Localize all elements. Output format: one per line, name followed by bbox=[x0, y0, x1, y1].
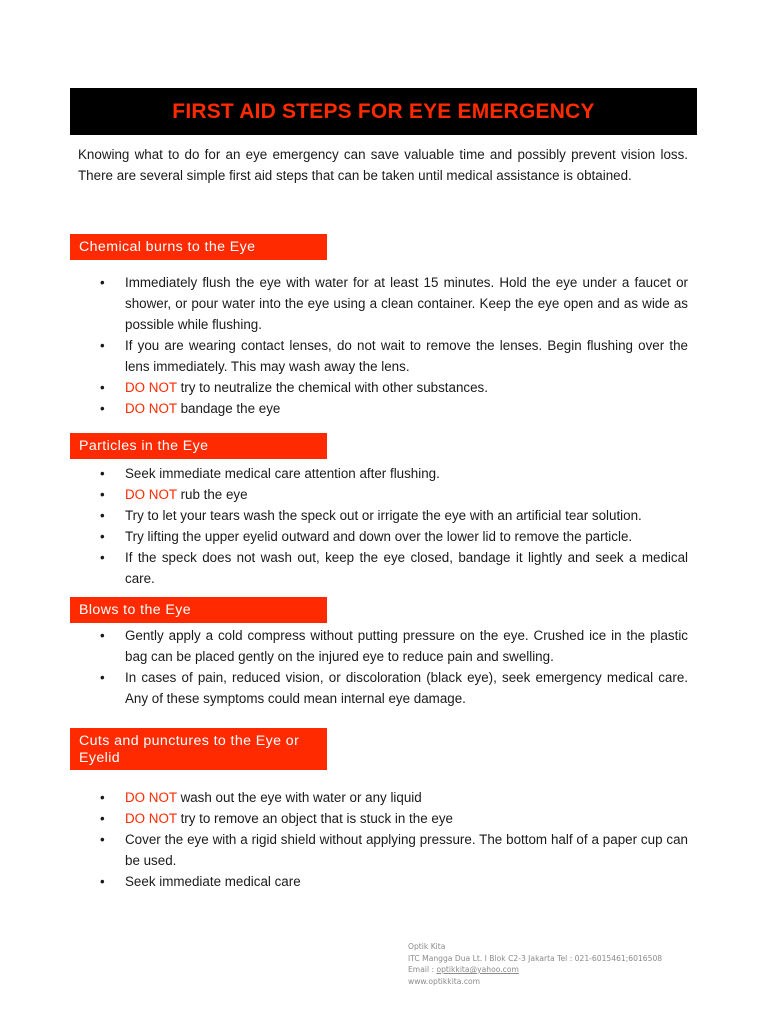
do-not-label: DO NOT bbox=[125, 380, 177, 395]
bullet-icon: • bbox=[100, 874, 105, 889]
section-heading-chemical-burns: Chemical burns to the Eye bbox=[70, 234, 327, 260]
bullet-icon: • bbox=[100, 628, 105, 643]
list-item-text: Cover the eye with a rigid shield without applying pressure. The bottom half of a paper cup can be used. bbox=[125, 832, 688, 868]
list-item bbox=[78, 625, 688, 667]
list-item bbox=[78, 808, 688, 829]
list-item bbox=[78, 787, 688, 808]
bullet-icon: • bbox=[100, 275, 105, 290]
footer-email-link[interactable]: optikkita@yahoo.com bbox=[436, 965, 519, 974]
list-item-text: Try to let your tears wash the speck out or irrigate the eye with an artificial tear solution. bbox=[125, 508, 642, 523]
list-item bbox=[78, 526, 688, 547]
footer-email-line bbox=[408, 964, 662, 976]
list-item-text: If the speck does not wash out, keep the eye closed, bandage it lightly and seek a medical care. bbox=[125, 550, 688, 586]
section-heading-blows: Blows to the Eye bbox=[70, 597, 327, 623]
bullet-list-particles bbox=[78, 463, 688, 589]
footer-email-label: Email : bbox=[408, 965, 437, 974]
list-item-text: In cases of pain, reduced vision, or discoloration (black eye), seek emergency medical care. Any of these symptoms could mean internal eye damage. bbox=[125, 670, 688, 706]
bullet-list-chemical-burns bbox=[78, 272, 688, 419]
bullet-list-cuts-punctures bbox=[78, 787, 688, 892]
footer bbox=[408, 941, 662, 987]
list-item bbox=[78, 398, 688, 419]
list-item-text: If you are wearing contact lenses, do not wait to remove the lenses. Begin flushing over the lens immediately. This may wash away the lens. bbox=[125, 338, 688, 374]
bullet-icon: • bbox=[100, 832, 105, 847]
list-item bbox=[78, 871, 688, 892]
bullet-icon: • bbox=[100, 338, 105, 353]
title-bar bbox=[70, 88, 697, 135]
list-item-text: wash out the eye with water or any liquid bbox=[176, 790, 422, 805]
bullet-icon: • bbox=[100, 401, 105, 416]
list-item-text: Gently apply a cold compress without putting pressure on the eye. Crushed ice in the plastic bag can be placed gently on the injured eye to reduce pain and swelling. bbox=[125, 628, 688, 664]
list-item bbox=[78, 829, 688, 871]
list-item bbox=[78, 547, 688, 589]
page-title: FIRST AID STEPS FOR EYE EMERGENCY bbox=[172, 99, 595, 123]
do-not-label: DO NOT bbox=[125, 811, 177, 826]
list-item bbox=[78, 505, 688, 526]
bullet-icon: • bbox=[100, 466, 105, 481]
do-not-label: DO NOT bbox=[125, 401, 177, 416]
bullet-icon: • bbox=[100, 790, 105, 805]
bullet-icon: • bbox=[100, 529, 105, 544]
footer-address: ITC Mangga Dua Lt. I Blok C2-3 Jakarta Tel : 021-6015461;6016508 bbox=[408, 953, 663, 963]
bullet-icon: • bbox=[100, 550, 105, 565]
section-heading-cuts-punctures: Cuts and punctures to the Eye or Eyelid bbox=[70, 728, 327, 770]
list-item bbox=[78, 667, 688, 709]
do-not-label: DO NOT bbox=[125, 790, 177, 805]
bullet-icon: • bbox=[100, 508, 105, 523]
bullet-icon: • bbox=[100, 487, 105, 502]
footer-website-link[interactable]: www.optikkita.com bbox=[408, 976, 481, 986]
list-item bbox=[78, 377, 688, 398]
list-item-text: Try lifting the upper eyelid outward and down over the lower lid to remove the particle. bbox=[125, 529, 633, 544]
list-item-text: Seek immediate medical care bbox=[125, 874, 301, 889]
list-item bbox=[78, 463, 688, 484]
do-not-label: DO NOT bbox=[125, 487, 177, 502]
list-item-text: rub the eye bbox=[176, 487, 248, 502]
list-item-text: Immediately flush the eye with water for at least 15 minutes. Hold the eye under a faucet or shower, or pour water into the eye using a clean container. Keep the eye open and as wide as possible while flushing. bbox=[125, 275, 688, 332]
list-item-text: try to neutralize the chemical with other substances. bbox=[176, 380, 488, 395]
bullet-icon: • bbox=[100, 670, 105, 685]
bullet-icon: • bbox=[100, 380, 105, 395]
section-heading-particles: Particles in the Eye bbox=[70, 433, 327, 459]
list-item-text: Seek immediate medical care attention after flushing. bbox=[125, 466, 440, 481]
list-item bbox=[78, 484, 688, 505]
list-item-text: bandage the eye bbox=[176, 401, 281, 416]
footer-company: Optik Kita bbox=[408, 942, 446, 951]
list-item bbox=[78, 335, 688, 377]
bullet-list-blows bbox=[78, 625, 688, 709]
intro-paragraph: Knowing what to do for an eye emergency can save valuable time and possibly prevent vision loss. There are several simple first aid steps that can be taken until medical assistance is obtained. bbox=[78, 147, 688, 183]
list-item bbox=[78, 272, 688, 335]
list-item-text: try to remove an object that is stuck in the eye bbox=[176, 811, 453, 826]
bullet-icon: • bbox=[100, 811, 105, 826]
